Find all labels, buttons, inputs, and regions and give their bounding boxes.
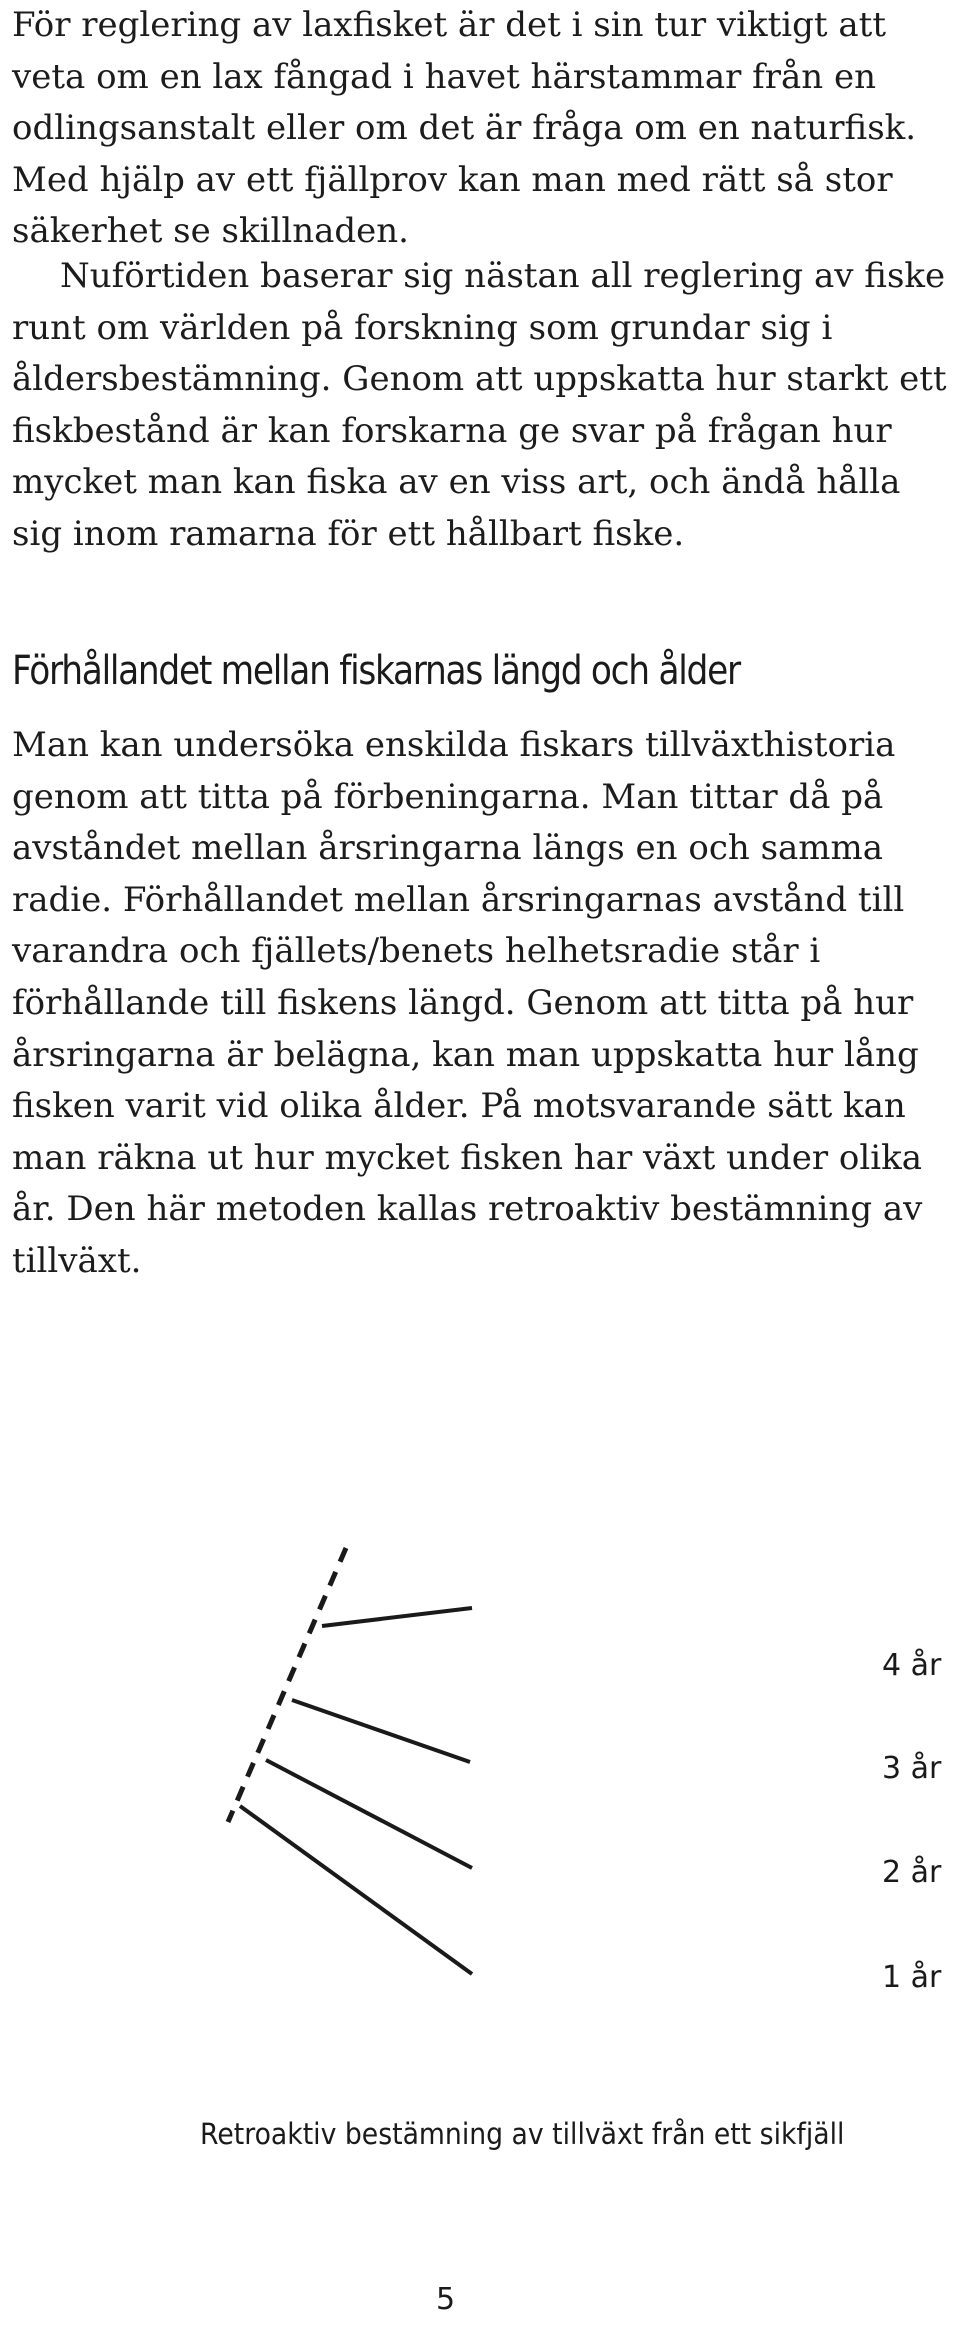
- scale-edge-dashed-line: [228, 1548, 346, 1822]
- intro-paragraph: För reglering av laxfisket är det i sin tur viktigt att veta om en lax fångad i havet härstammar från en odlingsanstalt eller om det är fråga om en naturfisk. Med hjälp av ett fjällprov kan man med rätt så stor säkerhet se skillnaden.: [12, 5, 917, 252]
- regulation-paragraph: Nuförtiden baserar sig nästan all reglering av fiske runt om världen på forskning som grundar sig i åldersbestämning. Genom att uppskatta hur starkt ett fiskbestånd är kan forskarna ge svar på frågan hur mycket man kan fiska av en viss art, och ändå hålla sig inom ramarna för ett hållbart fiske.: [12, 256, 947, 554]
- year-label-2: 2 år: [882, 1855, 942, 1890]
- method-paragraph: Man kan undersöka enskilda fiskars tillväxthistoria genom att titta på förbeningarna. Man tittar då på avståndet mellan årsringarna längs en och samma radie. Förhållandet mellan årsringarnas avstånd till varandra och fjällets/benets helhetsradie står i förhållande till fiskens längd. Genom att titta på hur årsringarna är belägna, kan man uppskatta hur lång fisken varit vid olika ålder. På motsvarande sätt kan man räkna ut hur mycket fisken har växt under olika år. Den här metoden kallas retroaktiv bestämning av tillväxt.: [12, 725, 923, 1281]
- year-label-1: 1 år: [882, 1960, 942, 1995]
- year-label-4: 4 år: [882, 1648, 942, 1683]
- growth-ring-line-3: [292, 1700, 470, 1762]
- section-heading: Förhållandet mellan fiskarnas längd och ålder: [12, 648, 740, 694]
- growth-ring-line-2: [266, 1760, 472, 1868]
- growth-ring-line-4: [322, 1608, 472, 1626]
- figure-caption: Retroaktiv bestämning av tillväxt från ett sikfjäll: [200, 2117, 845, 2151]
- growth-ring-line-1: [240, 1806, 472, 1974]
- page-number: 5: [436, 2282, 456, 2317]
- year-label-3: 3 år: [882, 1751, 942, 1786]
